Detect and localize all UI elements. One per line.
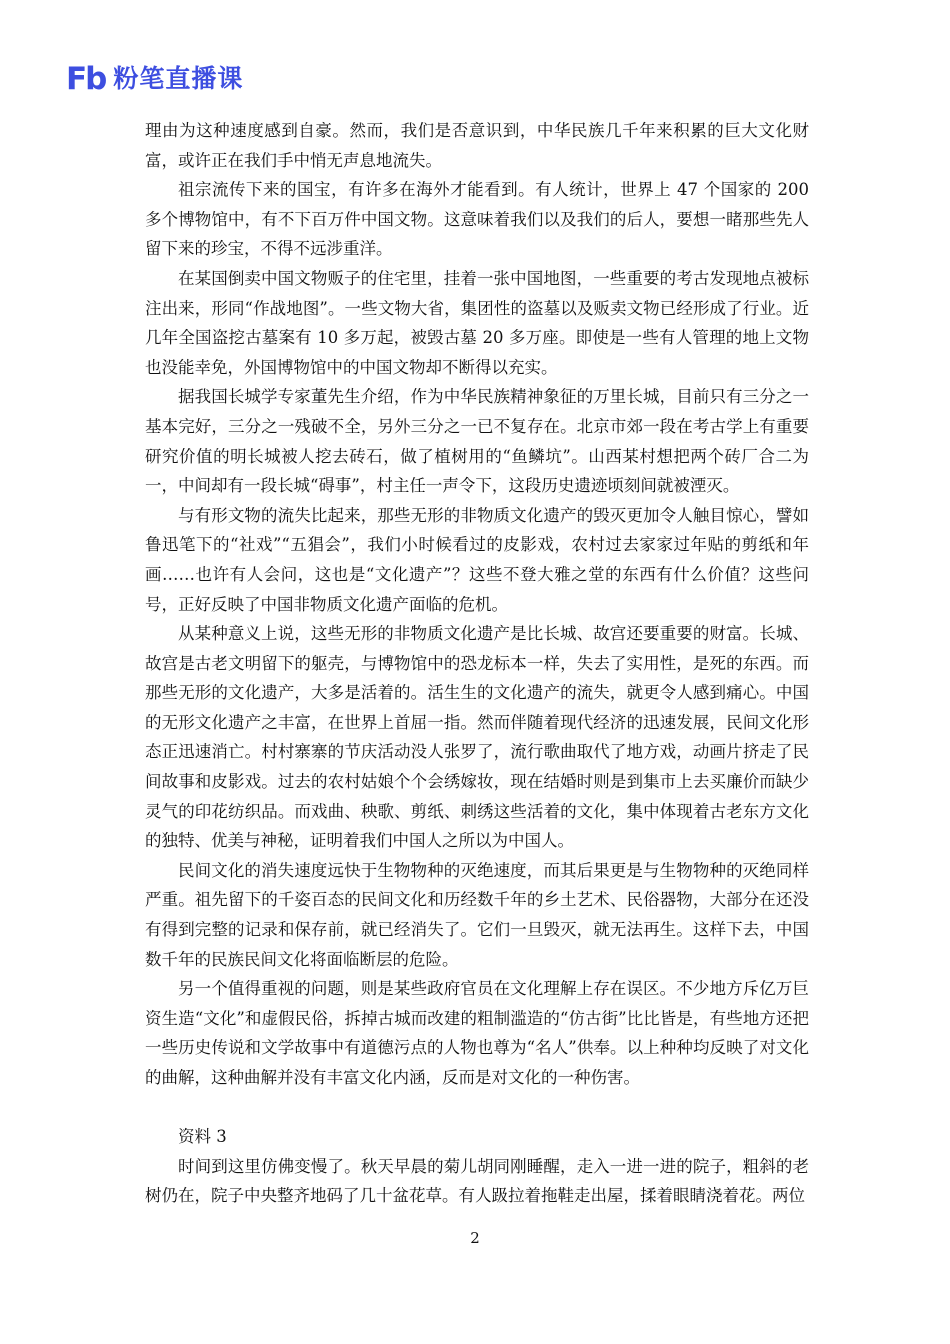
paragraph: 据我国长城学专家董先生介绍，作为中华民族精神象征的万里长城，目前只有三分之一基本完好，三分之一残破不全，另外三分之一已不复存在。北京市郊一段在考古学上有重要研究价值的明长城被人挖去砖石，做了植树用的“鱼鳞坑”。山西某村想把两个砖厂合二为一，中间却有一段长城“碍事”，村主任一声令下，这段历史遗迹顷刻间就被湮灭。 — [145, 387, 809, 496]
paragraph: 民间文化的消失速度远快于生物物种的灭绝速度，而其后果更是与生物物种的灭绝同样严重。祖先留下的千姿百态的民间文化和历经数千年的乡土艺术、民俗器物，大部分在还没有得到完整的记录和保存前，就已经消失了。它们一旦毁灭，就无法再生。这样下去，中国数千年的民族民间文化将面临断层的危险。 — [145, 860, 809, 969]
logo-text: 粉笔直播课 — [113, 64, 244, 93]
paragraph: 与有形文物的流失比起来，那些无形的非物质文化遗产的毁灭更加令人触目惊心，譬如鲁迅笔下的“社戏”“五猖会”，我们小时候看过的皮影戏，农村过去家家过年贴的剪纸和年画……也许有人会问，这也是“文化遗产”？这些不登大雅之堂的东西有什么价值？这些问号，正好反映了中国非物质文化遗产面临的危机。 — [145, 505, 809, 614]
section-spacer — [145, 1093, 809, 1123]
page-number: 2 — [470, 1229, 480, 1247]
paragraph: 在某国倒卖中国文物贩子的住宅里，挂着一张中国地图，一些重要的考古发现地点被标注出来，形同“作战地图”。一些文物大省，集团性的盗墓以及贩卖文物已经形成了行业。近几年全国盗挖古墓案有 10 多万起，被毁古墓 20 多万座。即使是一些有人管理的地上文物也没能幸免，外国博物馆中的中国文物却不断得以充实。 — [145, 268, 809, 377]
paragraph: 另一个值得重视的问题，则是某些政府官员在文化理解上存在误区。不少地方斥亿万巨资生造“文化”和虚假民俗，拆掉古城而改建的粗制滥造的“仿古街”比比皆是，有些地方还把一些历史传说和文学故事中有道德污点的人物也尊为“名人”供奉。以上种种均反映了对文化的曲解，这种曲解并没有丰富文化内涵，反而是对文化的一种伤害。 — [145, 979, 809, 1087]
section-heading: 资料 3 — [178, 1127, 227, 1147]
paragraph: 时间到这里仿佛变慢了。秋天早晨的菊儿胡同刚睡醒，走入一进一进的院子，粗斜的老树仍在，院子中央整齐地码了几十盆花草。有人趿拉着拖鞋走出屋，揉着眼睛浇着花。两位 — [145, 1156, 809, 1206]
paragraph: 祖宗流传下来的国宝，有许多在海外才能看到。有人统计，世界上 47 个国家的 200 多个博物馆中，有不下百万件中国文物。这意味着我们以及我们的后人，要想一睹那些先人留下来的珍宝，不得不远涉重洋。 — [145, 180, 809, 259]
paragraph: 从某种意义上说，这些无形的非物质文化遗产是比长城、故宫还要重要的财富。长城、故宫是古老文明留下的躯壳，与博物馆中的恐龙标本一样，失去了实用性，是死的东西。而那些无形的文化遗产，大多是活着的。活生生的文化遗产的流失，就更令人感到痛心。中国的无形文化遗产之丰富，在世界上首屈一指。然而伴随着现代经济的迅速发展，民间文化形态正迅速消亡。村村寨寨的节庆活动没人张罗了，流行歌曲取代了地方戏，动画片挤走了民间故事和皮影戏。过去的农村姑娘个个会绣嫁妆，现在结婚时则是到集市上去买廉价而缺少灵气的印花纺织品。而戏曲、秧歌、剪纸、刺绣这些活着的文化，集中体现着古老东方文化的独特、优美与神秘，证明着我们中国人之所以为中国人。 — [145, 624, 809, 851]
paragraph: 理由为这种速度感到自豪。然而，我们是否意识到，中华民族几千年来积累的巨大文化财富，或许正在我们手中悄无声息地流失。 — [145, 121, 809, 170]
logo-mark: Fb — [66, 61, 106, 97]
document-body — [145, 116, 809, 1211]
brand-logo — [66, 60, 243, 98]
